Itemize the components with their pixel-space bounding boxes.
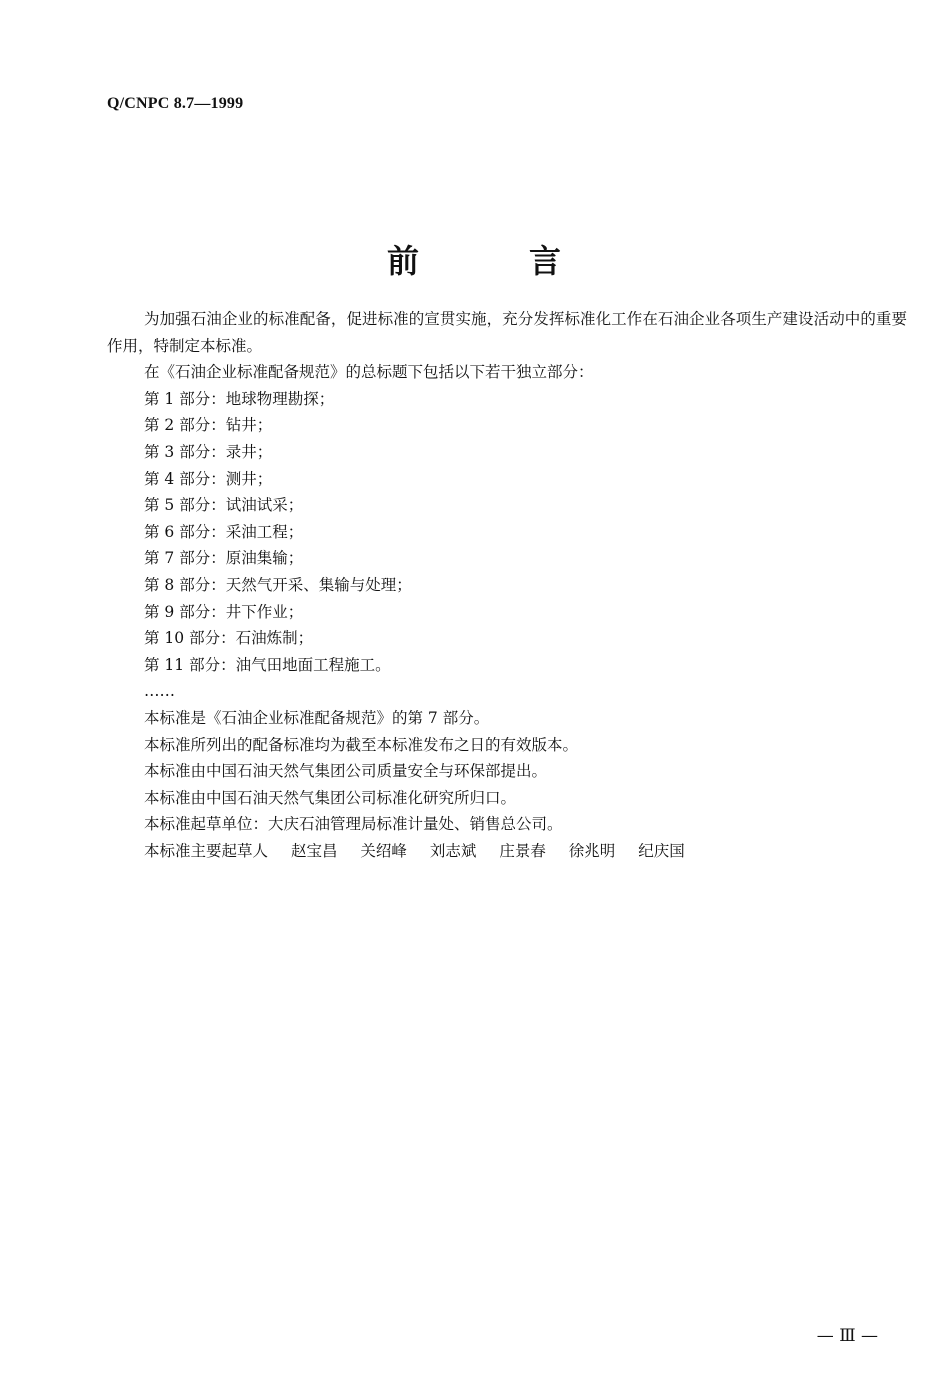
part-item-5: 第 5 部分：试油试采；: [144, 496, 304, 515]
intro-paragraph-2: 在《石油企业标准配备规范》的总标题下包括以下若干独立部分：: [144, 363, 594, 382]
drafter-name: 关绍峰: [360, 841, 407, 860]
part-item-1: 第 1 部分：地球物理勘探；: [144, 389, 335, 408]
part-item-2: 第 2 部分：钻井；: [144, 416, 273, 435]
statement-drafting-units: 本标准起草单位：大庆石油管理局标准计量处、销售总公司。: [144, 815, 563, 834]
parts-ellipsis: ……: [144, 682, 175, 701]
statement-validity: 本标准所列出的配备标准均为截至本标准发布之日的有效版本。: [144, 735, 579, 754]
title-char-1: 前: [386, 242, 421, 280]
drafters-label: 本标准主要起草人: [144, 841, 269, 860]
standard-code: Q/CNPC 8.7—1999: [107, 95, 244, 112]
part-item-8: 第 8 部分：天然气开采、集输与处理；: [144, 575, 412, 594]
drafter-name: 徐兆明: [568, 841, 616, 860]
statement-administrator: 本标准由中国石油天然气集团公司标准化研究所归口。: [144, 788, 517, 807]
part-item-11: 第 11 部分：油气田地面工程施工。: [144, 655, 391, 674]
foreword-body: [107, 306, 907, 864]
part-item-4: 第 4 部分：测井；: [144, 469, 273, 488]
drafter-name: 庄景春: [499, 841, 546, 860]
statement-proposer: 本标准由中国石油天然气集团公司质量安全与环保部提出。: [144, 762, 548, 781]
drafter-name: 赵宝昌: [290, 841, 338, 860]
part-item-3: 第 3 部分：录井；: [144, 442, 273, 461]
part-item-7: 第 7 部分：原油集输；: [144, 549, 304, 568]
part-item-9: 第 9 部分：井下作业；: [144, 602, 304, 621]
part-item-10: 第 10 部分：石油炼制；: [144, 629, 314, 648]
page-number: — Ⅲ —: [816, 1326, 878, 1346]
intro-paragraph-1: 为加强石油企业的标准配备，促进标准的宣贯实施，充分发挥标准化工作在石油企业各项生产建设活动中的重要作用，特制定本标准。: [107, 310, 907, 355]
drafter-name: 纪庆国: [638, 841, 685, 860]
drafter-name: 刘志斌: [429, 841, 477, 860]
statement-part-number: 本标准是《石油企业标准配备规范》的第 7 部分。: [144, 708, 490, 727]
title-char-2: 言: [529, 242, 564, 280]
drafters-line: [107, 838, 907, 865]
part-item-6: 第 6 部分：采油工程；: [144, 522, 304, 541]
page-title: [0, 236, 950, 282]
